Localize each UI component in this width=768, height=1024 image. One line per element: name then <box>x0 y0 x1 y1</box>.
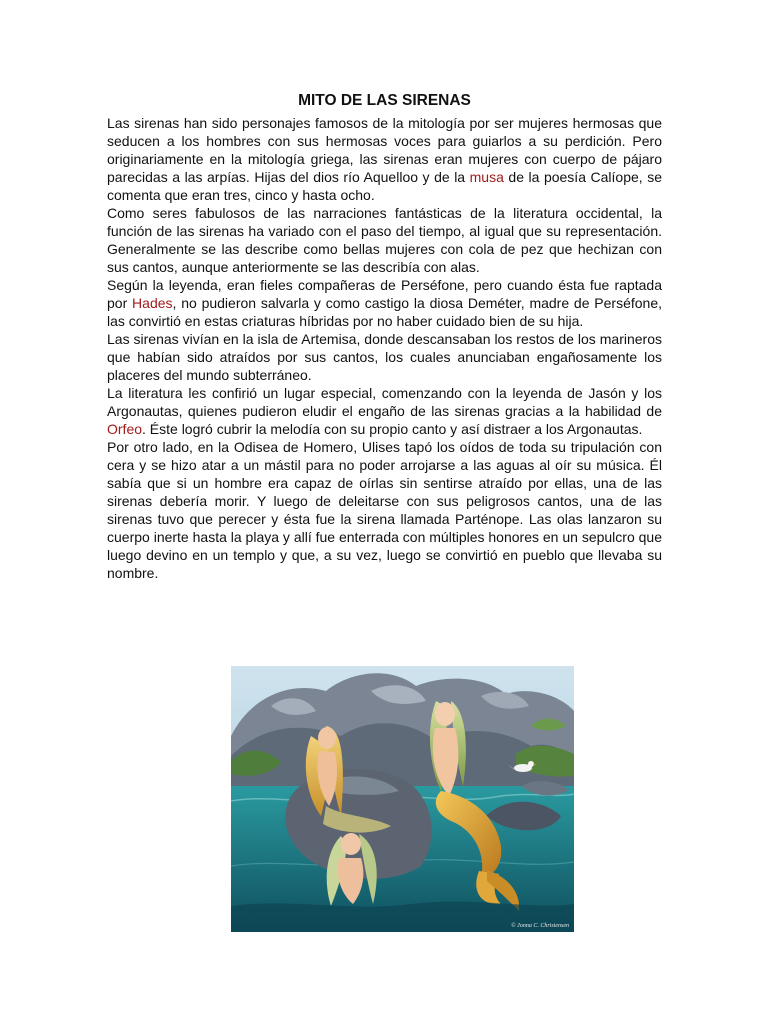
paragraph-1-text-b: de la poesía Calíope, se comenta que eran tres, cinco y hasta ocho. <box>107 169 662 203</box>
paragraph-2 <box>107 204 662 276</box>
paragraph-5 <box>107 384 662 438</box>
paragraph-2-text: Como seres fabulosos de las narraciones fantásticas de la literatura occidental, la función de las sirenas ha variado con el paso del tiempo, al igual que su representación. Generalmente se las describe como bellas mujeres con cola de pez que hechizan con sus cantos, aunque anteriormente se las describía con alas. <box>107 205 662 275</box>
paragraph-3 <box>107 276 662 330</box>
paragraph-5-text-a: La literatura les confirió un lugar especial, comenzando con la leyenda de Jasón y los Argonautas, quienes pudieron eludir el engaño de las sirenas gracias a la habilidad de <box>107 385 662 419</box>
paragraph-4 <box>107 330 662 384</box>
paragraph-6 <box>107 438 662 582</box>
paragraph-5-text-b: . Éste logró cubrir la melodía con su propio canto y así distraer a los Argonautas. <box>142 421 643 437</box>
paragraph-6-text: Por otro lado, en la Odisea de Homero, Ulises tapó los oídos de toda su tripulación con cera y se hizo atar a un mástil para no poder arrojarse a las aguas al oír su música. Él sabía que si un hombre era capaz de oírlas sin sentirse atraído por ellas, una de las sirenas debería morir. Y luego de deleitarse con sus peligrosos cantos, una de las sirenas tuvo que perecer y ésta fue la sirena llamada Parténope. Las olas lanzaron su cuerpo inerte hasta la playa y allí fue enterrada con múltiples honores en un sepulcro que luego devino en un templo y que, a su vez, luego se convirtió en pueblo que llevaba su nombre. <box>107 439 662 581</box>
paragraph-1 <box>107 114 662 204</box>
paragraph-3-text-b: , no pudieron salvarla y como castigo la diosa Deméter, madre de Perséfone, las convirtió en estas criaturas híbridas por no haber cuidado bien de su hija. <box>107 295 663 329</box>
paragraph-1-text-a: Las sirenas han sido personajes famosos de la mitología por ser mujeres hermosas que seducen a los hombres con sus hermosas voces para guiarlos a su perdición. Pero originariamente en la mitología griega, las sirenas eran mujeres con cuerpo de pájaro parecidas a las arpías. Hijas del dios río Aquelloo y de la <box>107 115 662 185</box>
document-page <box>107 92 662 582</box>
paragraph-4-text: Las sirenas vivían en la isla de Artemisa, donde descansaban los restos de los marineros que habían sido atraídos por sus cantos, los cuales anunciaban engañosamente los placeres del mundo subterráneo. <box>107 331 662 383</box>
link-musa[interactable]: musa <box>469 169 504 185</box>
paragraph-3-text-a: Según la leyenda, eran fieles compañeras de Perséfone, pero cuando ésta fue raptada por <box>107 277 662 311</box>
mermaids-illustration <box>231 666 574 932</box>
mermaids-painting <box>231 666 574 932</box>
link-orfeo[interactable]: Orfeo <box>107 421 143 437</box>
link-hades[interactable]: Hades <box>132 295 173 311</box>
image-credit: © Jonna C. Christensen <box>511 923 569 929</box>
document-title: MITO DE LAS SIRENAS <box>298 92 471 109</box>
